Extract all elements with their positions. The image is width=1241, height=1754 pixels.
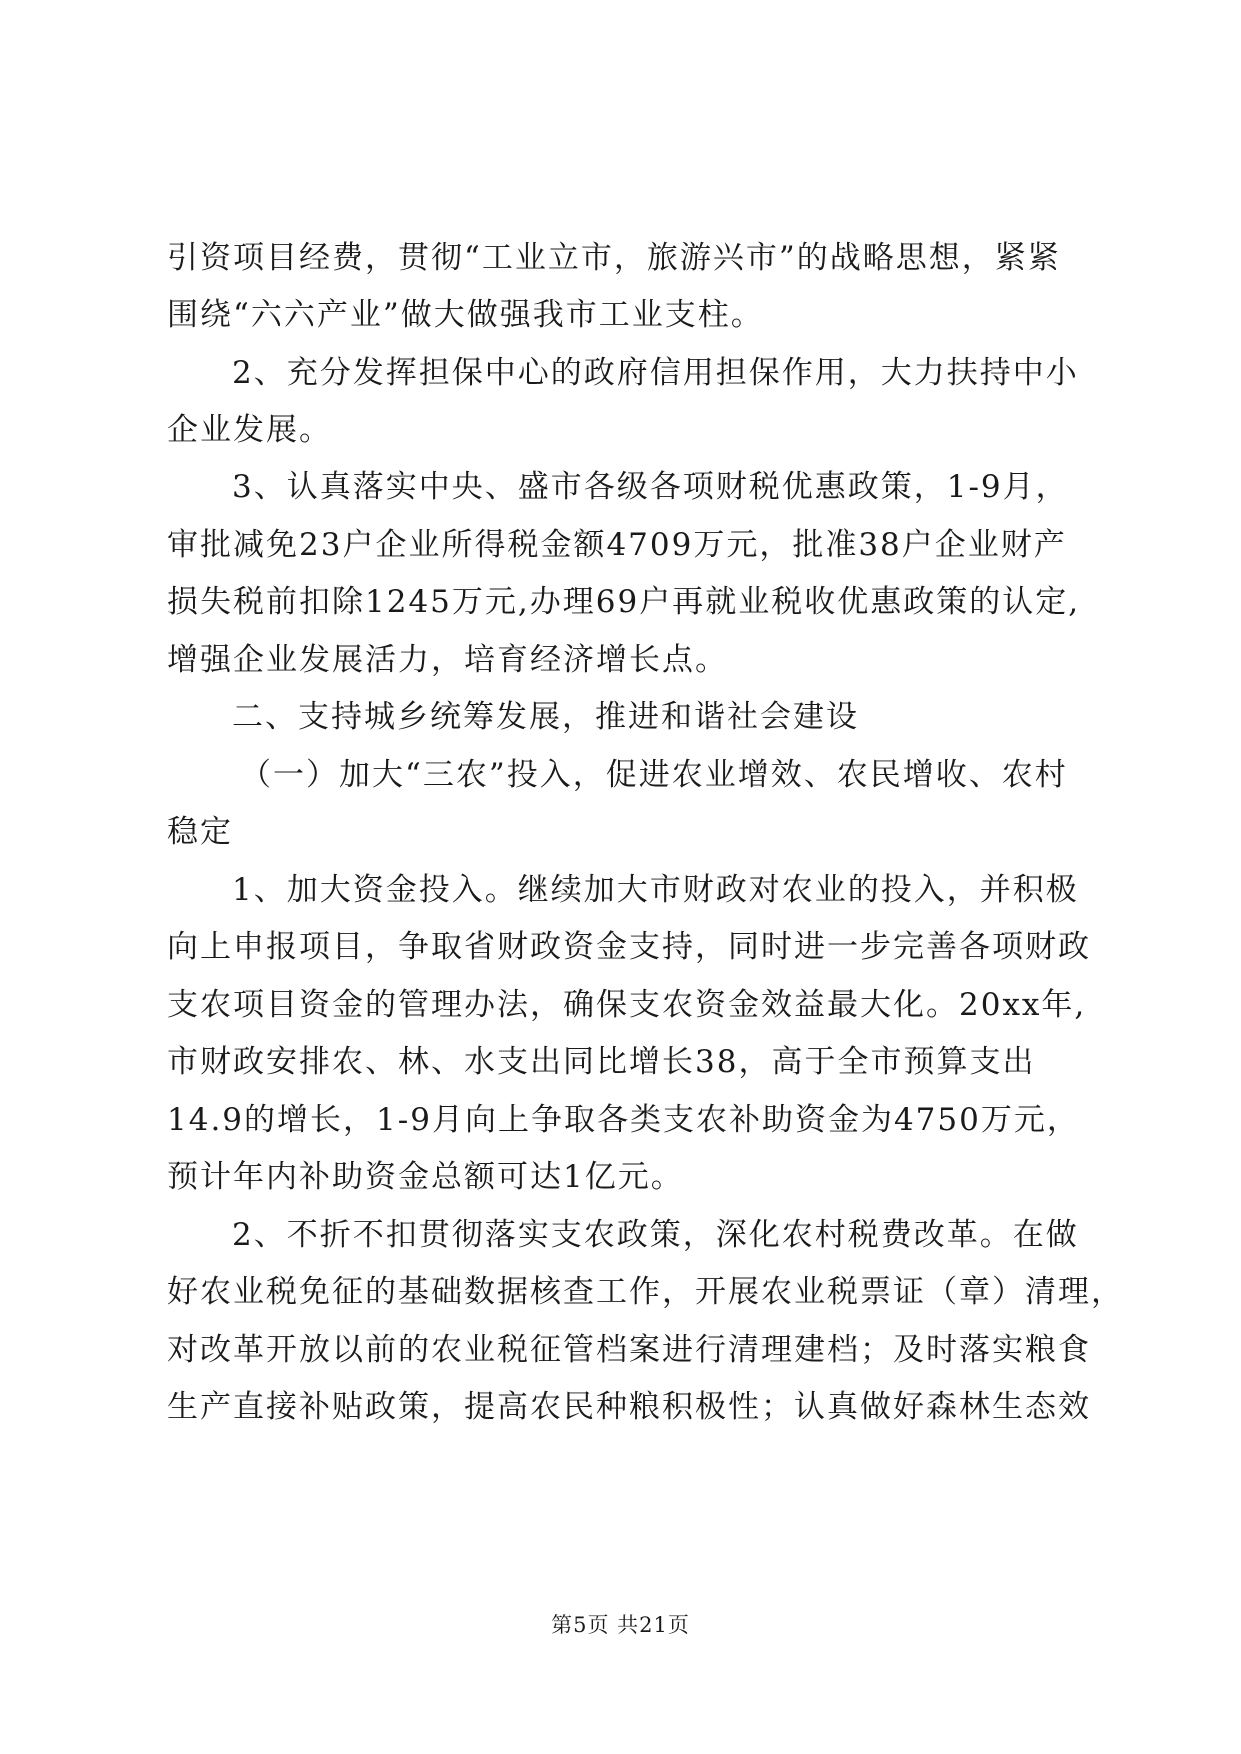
body-text-line: 对改革开放以前的农业税征管档案进行清理建档；及时落实粮食 xyxy=(167,1332,1091,1368)
body-text-line: 3、认真落实中央、盛市各级各项财税优惠政策，1-9月， xyxy=(232,469,1069,505)
body-text-line: 14.9的增长，1-9月向上争取各类支农补助资金为4750万元， xyxy=(167,1102,1080,1138)
body-text-line: 增强企业发展活力，培育经济增长点。 xyxy=(167,642,728,678)
body-text-line: 引资项目经费，贯彻“工业立市，旅游兴市”的战略思想，紧紧 xyxy=(167,240,1061,276)
body-text-line: 审批减免23户企业所得税金额4709万元，批准38户企业财产 xyxy=(167,527,1067,563)
body-text-line: 1、加大资金投入。继续加大市财政对农业的投入，并积极 xyxy=(232,872,1079,908)
body-text-line: 围绕“六六产业”做大做强我市工业支柱。 xyxy=(167,297,764,333)
subsection-heading: 稳定 xyxy=(167,814,233,850)
page-number-footer: 第5页 共21页 xyxy=(551,1613,690,1637)
body-text-line: 向上申报项目，争取省财政资金支持，同时进一步完善各项财政 xyxy=(167,929,1091,965)
body-text-line: 预计年内补助资金总额可达1亿元。 xyxy=(167,1159,684,1195)
body-text-line: 2、不折不扣贯彻落实支农政策，深化农村税费改革。在做 xyxy=(232,1217,1079,1253)
body-text-line: 生产直接补贴政策，提高农民种粮积极性；认真做好森林生态效 xyxy=(167,1389,1091,1425)
body-text-line: 市财政安排农、林、水支出同比增长38，高于全市预算支出 xyxy=(167,1044,1036,1080)
body-text-line: 企业发展。 xyxy=(167,412,332,448)
body-text-line: 2、充分发挥担保中心的政府信用担保作用，大力扶持中小 xyxy=(232,355,1079,391)
body-text-line: 好农业税免征的基础数据核查工作，开展农业税票证（章）清理， xyxy=(167,1274,1124,1310)
section-heading: 二、支持城乡统筹发展，推进和谐社会建设 xyxy=(232,699,859,735)
subsection-heading: （一）加大“三农”投入，促进农业增效、农民增收、农村 xyxy=(240,757,1068,793)
body-text-line: 损失税前扣除1245万元,办理69户再就业税收优惠政策的认定, xyxy=(167,584,1081,620)
body-text-line: 支农项目资金的管理办法，确保支农资金效益最大化。20xx年, xyxy=(167,987,1087,1023)
